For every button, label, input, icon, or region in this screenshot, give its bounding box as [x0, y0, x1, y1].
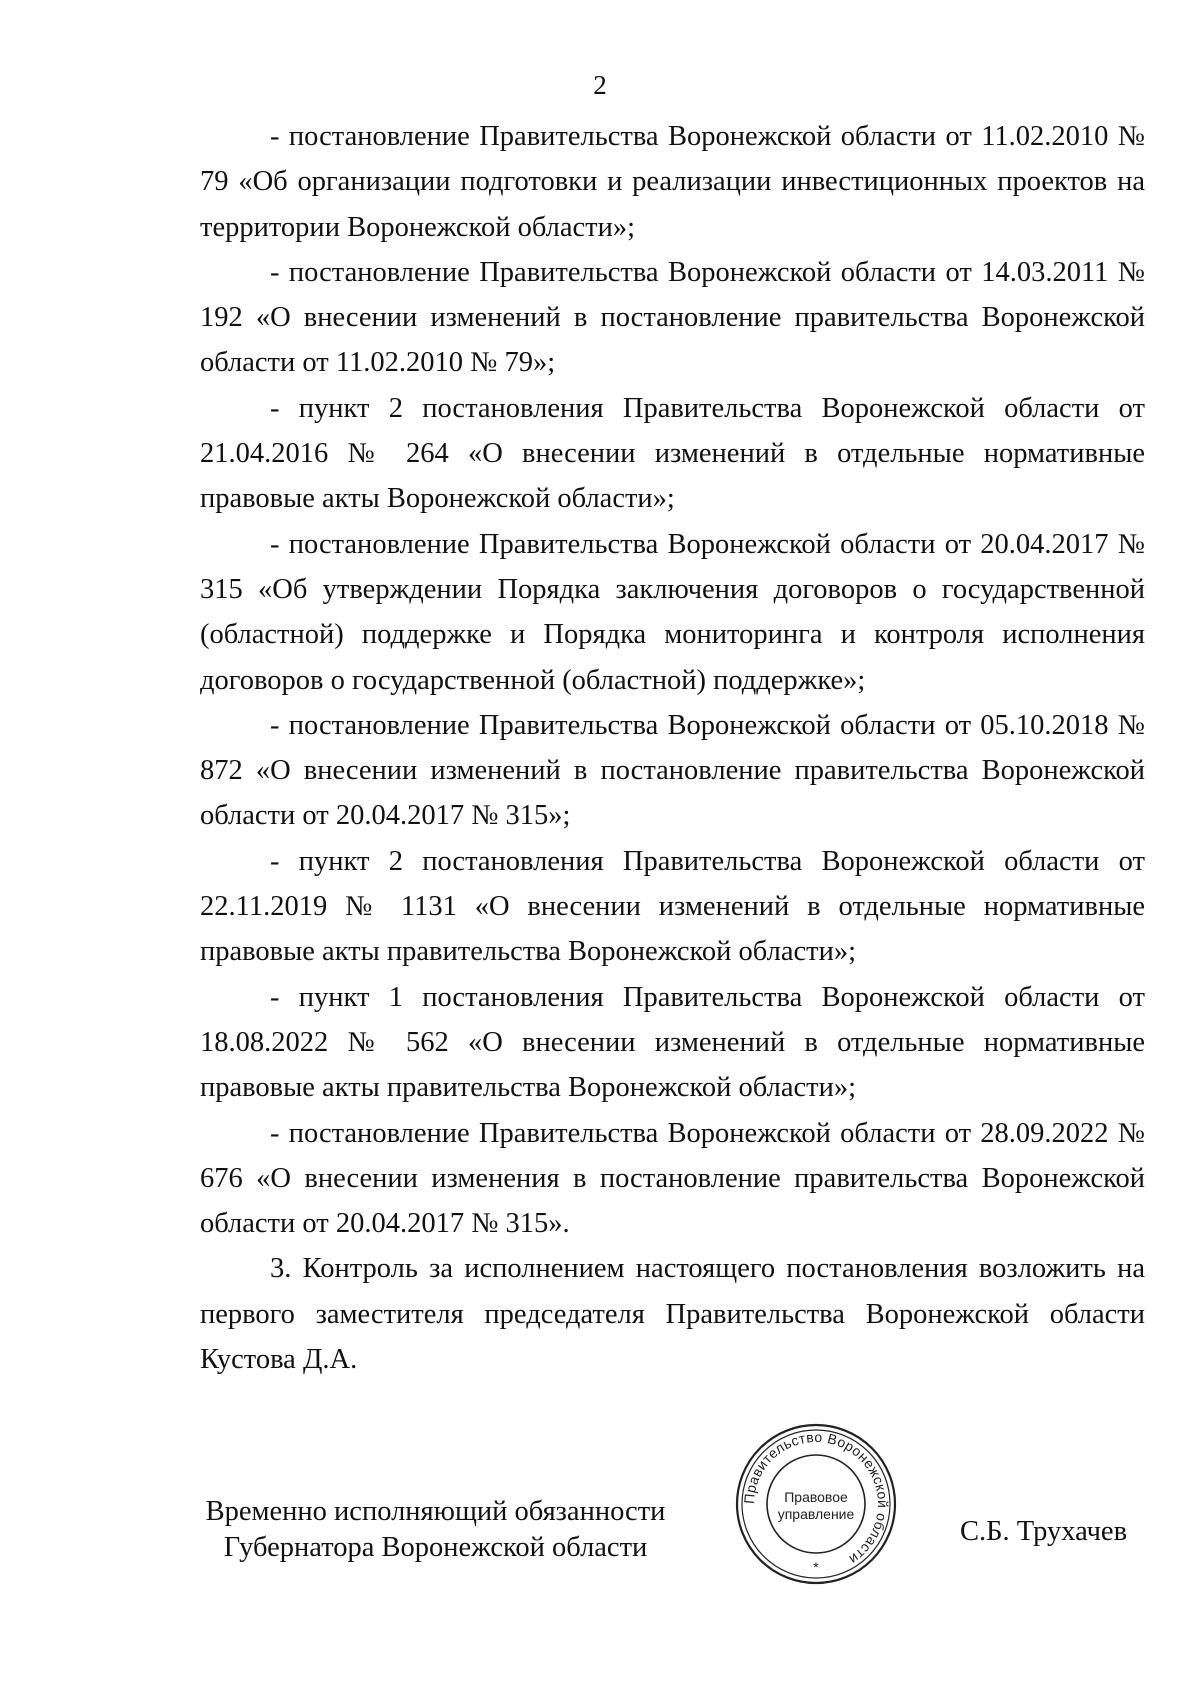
stamp-outer-text: Правительство Воронежской области — [740, 1428, 892, 1568]
signatory-title-line-1: Временно исполняющий обязанности — [205, 1496, 666, 1527]
stamp-inner-line-1: Правовое — [784, 1489, 848, 1505]
paragraph-item-6: - пункт 2 постановления Правительства Воронежской области от 22.11.2019 № 1131 «О внесении изменений в отдельные нормативные правовые акты правительства Воронежской области»; — [200, 845, 1145, 968]
signatory-title — [203, 1494, 668, 1566]
stamp-star: * — [813, 1559, 819, 1575]
paragraph-item-4: - постановление Правительства Воронежской области от 20.04.2017 № 315 «Об утверждении Порядка заключения договоров о государственной (областной) поддержке и Порядка мониторинга и контроля исполнения договоров о государственной (областной) поддержке»; — [200, 528, 1145, 696]
paragraph-item-2: - постановление Правительства Воронежской области от 14.03.2011 № 192 «О внесении изменений в постановление правительства Воронежской области от 11.02.2010 № 79»; — [200, 256, 1145, 379]
stamp-inner-line-2: управление — [777, 1506, 855, 1522]
paragraph-item-3: - пункт 2 постановления Правительства Воронежской области от 21.04.2016 № 264 «О внесении изменений в отдельные нормативные правовые акты Воронежской области»; — [200, 392, 1145, 515]
legal-department-stamp — [734, 1422, 898, 1586]
paragraph-item-8: - постановление Правительства Воронежской области от 28.09.2022 № 676 «О внесении изменения в постановление правительства Воронежской области от 20.04.2017 № 315». — [200, 1117, 1145, 1240]
paragraph-item-7: - пункт 1 постановления Правительства Воронежской области от 18.08.2022 № 562 «О внесении изменений в отдельные нормативные правовые акты правительства Воронежской области»; — [200, 981, 1145, 1104]
paragraph-item-5: - постановление Правительства Воронежской области от 05.10.2018 № 872 «О внесении изменений в постановление правительства Воронежской области от 20.04.2017 № 315»; — [200, 709, 1145, 832]
paragraph-item-1: - постановление Правительства Воронежской области от 11.02.2010 № 79 «Об организации подготовки и реализации инвестиционных проектов на территории Воронежской области»; — [200, 121, 1145, 243]
page-number: 2 — [593, 70, 607, 100]
control-clause: 3. Контроль за исполнением настоящего постановления возложить на первого заместителя председателя Правительства Воронежской области Кустова Д.А. — [200, 1253, 1145, 1376]
document-body — [200, 114, 1145, 1382]
signatory-name: С.Б. Трухачев — [960, 1516, 1128, 1547]
signatory-title-line-2: Губернатора Воронежской области — [223, 1532, 648, 1563]
